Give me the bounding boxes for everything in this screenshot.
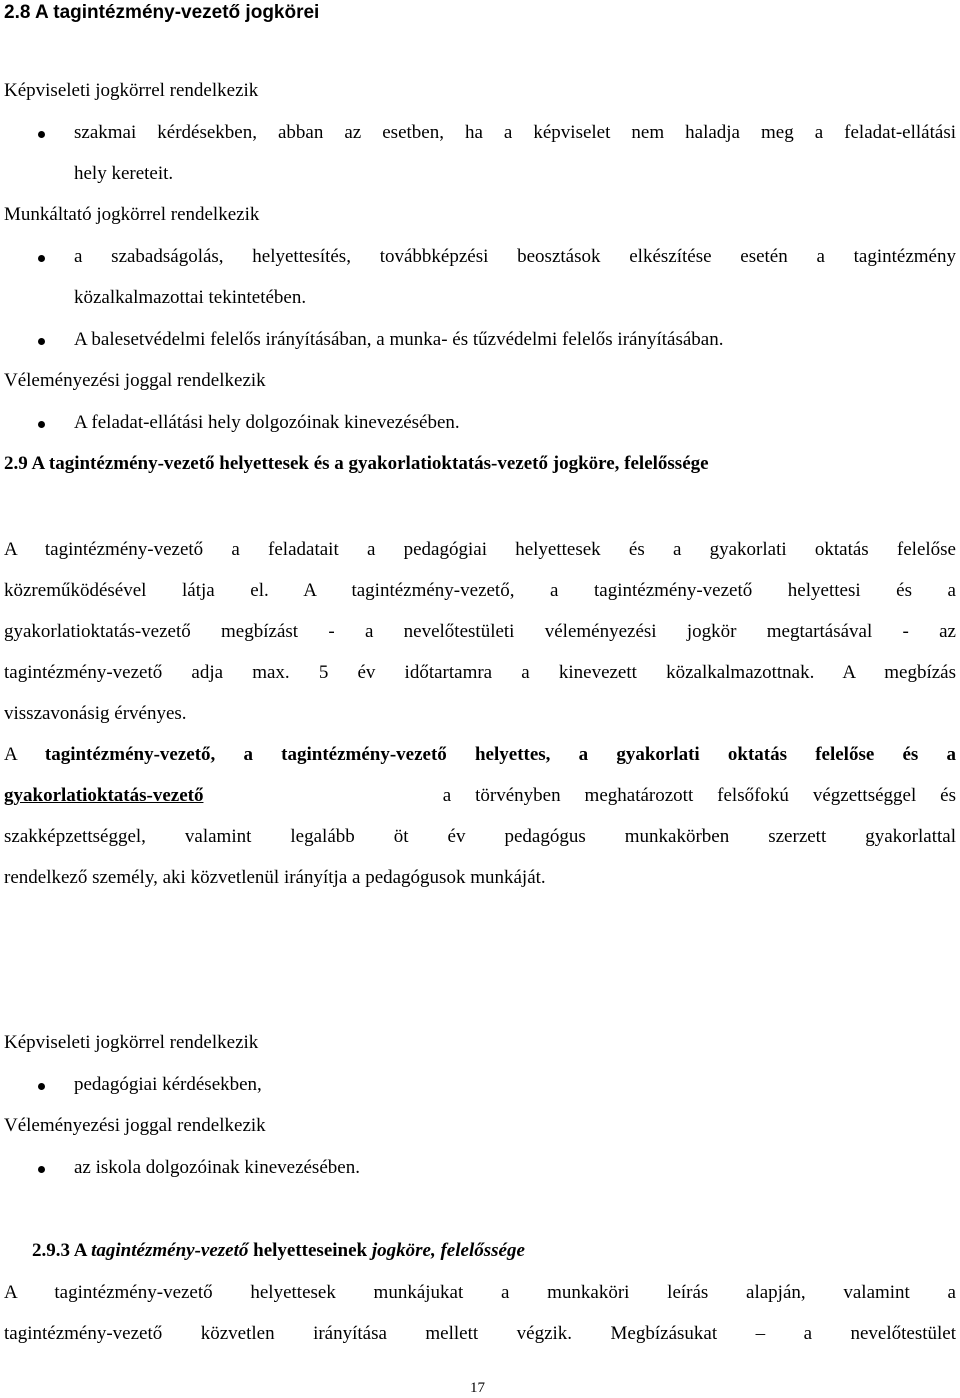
list-item-text: közalkalmazottai tekintetében.: [74, 287, 307, 308]
bullet-icon: [38, 421, 45, 428]
list-item-text: az iskola dolgozóinak kinevezésében.: [74, 1157, 360, 1178]
bullet-icon: [38, 1083, 45, 1090]
label-representation: Képviseleti jogkörrel rendelkezik: [4, 80, 259, 101]
list-item-text: hely kereteit.: [74, 163, 174, 184]
bullet-icon: [38, 255, 45, 262]
label-opinion: Véleményezési joggal rendelkezik: [4, 370, 266, 391]
paragraph-line: gyakorlatioktatás-vezető megbízást - a nevelőtestületi véleményezési jogkör megtartásával - az: [4, 621, 956, 642]
page-number: 17: [470, 1380, 485, 1396]
label-employer: Munkáltató jogkörrel rendelkezik: [4, 204, 260, 225]
bullet-icon: [38, 1166, 45, 1173]
paragraph-line: tagintézmény-vezető közvetlen irányítása mellett végzik. Megbízásukat – a nevelőtestület: [4, 1323, 956, 1344]
paragraph-line: A tagintézmény-vezető, a tagintézmény-vezető helyettes, a gyakorlati oktatás felelőse és a: [4, 744, 956, 765]
paragraph-line: tagintézmény-vezető adja max. 5 év időtartamra a kinevezett közalkalmazottnak. A megbízás: [4, 662, 956, 683]
label-representation: Képviseleti jogkörrel rendelkezik: [4, 1032, 259, 1053]
paragraph-line: rendelkező személy, aki közvetlenül irányítja a pedagógusok munkáját.: [4, 867, 546, 888]
paragraph-line: közreműködésével látja el. A tagintézmény-vezető, a tagintézmény-vezető helyettesi és a: [4, 580, 956, 601]
label-opinion: Véleményezési joggal rendelkezik: [4, 1115, 266, 1136]
list-item-text: a szabadságolás, helyettesítés, továbbképzési beosztások elkészítése esetén a tagintézmény: [74, 246, 956, 267]
paragraph-line: gyakorlatioktatás-vezető a törvényben meghatározott felsőfokú végzettséggel és: [4, 785, 956, 806]
paragraph-line: A tagintézmény-vezető a feladatait a pedagógiai helyettesek és a gyakorlati oktatás felelőse: [4, 539, 956, 560]
paragraph-line: visszavonásig érvényes.: [4, 703, 187, 724]
section-heading-2-8: 2.8 A tagintézmény-vezető jogkörei: [4, 2, 320, 23]
section-heading-2-9: 2.9 A tagintézmény-vezető helyettesek és a gyakorlatioktatás-vezető jogköre, felelőssége: [4, 453, 709, 474]
list-item-text: A feladat-ellátási hely dolgozóinak kinevezésében.: [74, 412, 460, 433]
paragraph-line: szakképzettséggel, valamint legalább öt év pedagógus munkakörben szerzett gyakorlattal: [4, 826, 956, 847]
bullet-icon: [38, 131, 45, 138]
list-item-text: A balesetvédelmi felelős irányításában, a munka- és tűzvédelmi felelős irányításában.: [74, 329, 724, 350]
section-heading-2-9-3: 2.9.3 A tagintézmény-vezető helyetteseinek jogköre, felelőssége: [32, 1240, 525, 1261]
list-item-text: pedagógiai kérdésekben,: [74, 1074, 262, 1095]
paragraph-line: A tagintézmény-vezető helyettesek munkájukat a munkaköri leírás alapján, valamint a: [4, 1282, 956, 1303]
bullet-icon: [38, 338, 45, 345]
list-item-text: szakmai kérdésekben, abban az esetben, ha a képviselet nem haladja meg a feladat-ellátási: [74, 122, 956, 143]
